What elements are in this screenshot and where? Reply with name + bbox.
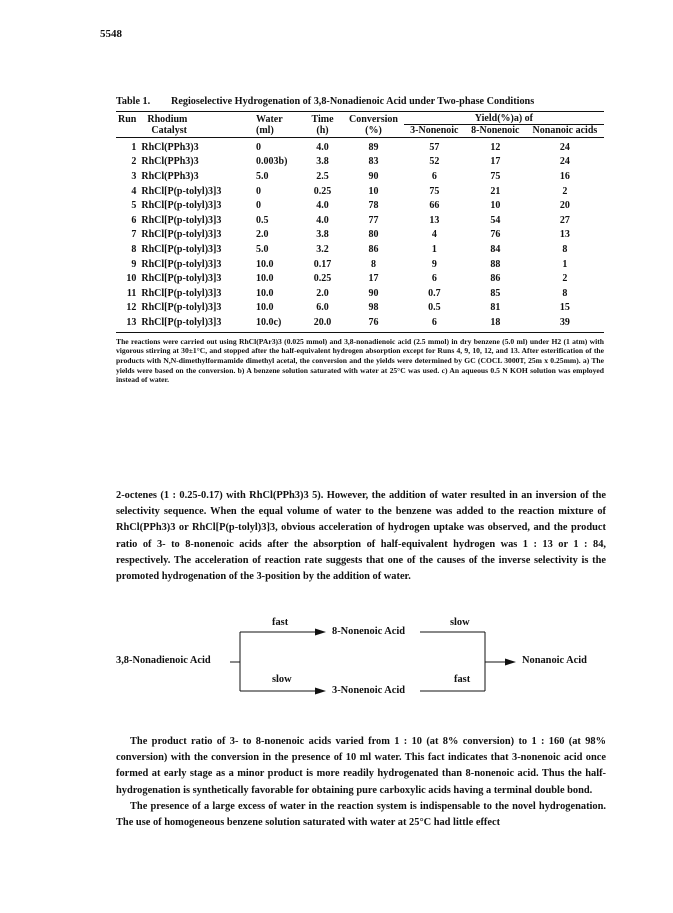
cell-time: 0.25 [313, 185, 332, 197]
cell-run: 5 [131, 200, 137, 212]
cell-y3: 57 [429, 141, 440, 153]
cell-ynon: 2 [562, 273, 568, 285]
cell-catalyst: RhCl[P(p-tolyl)3]3 [141, 273, 222, 285]
cell-run: 11 [126, 287, 137, 299]
cell-water: 0 [256, 141, 262, 153]
cell-time: 4.0 [316, 214, 329, 226]
cell-conversion: 90 [368, 170, 379, 182]
cell-conversion: 83 [368, 156, 379, 168]
cell-ynon: 15 [559, 302, 570, 314]
cell-ynon: 24 [559, 141, 570, 153]
cell-water: 2.0 [256, 229, 269, 241]
cell-catalyst: RhCl(PPh3)3 [141, 156, 199, 168]
body-paragraph-1 [116, 488, 606, 585]
cell-time: 0.25 [313, 273, 332, 285]
cell-run: 6 [131, 214, 137, 226]
cell-run: 1 [131, 141, 137, 153]
cell-water: 10.0 [256, 287, 274, 299]
cell-y3: 75 [429, 185, 440, 197]
reaction-scheme [116, 617, 606, 720]
cell-y3: 0.5 [428, 302, 441, 314]
cell-catalyst: RhCl(PPh3)3 [141, 170, 199, 182]
cell-time: 4.0 [316, 141, 329, 153]
scheme-rate-lower-1: slow [272, 674, 292, 685]
cell-run: 9 [131, 258, 137, 270]
cell-y8: 21 [490, 185, 501, 197]
cell-catalyst: RhCl(PPh3)3 [141, 141, 199, 153]
cell-y3: 4 [431, 229, 437, 241]
cell-ynon: 27 [559, 214, 570, 226]
cell-catalyst: RhCl[P(p-tolyl)3]3 [141, 214, 222, 226]
cell-run: 10 [126, 273, 137, 285]
cell-water: 10.0c) [254, 315, 302, 332]
cell-y8: 86 [490, 273, 501, 285]
cell-conversion: 80 [368, 229, 379, 241]
cell-y8: 84 [490, 243, 501, 255]
cell-conversion: 10 [368, 185, 379, 197]
cell-ynon: 1 [562, 258, 568, 270]
cell-y8: 75 [490, 170, 501, 182]
header-run: Run [116, 112, 139, 125]
table-1 [116, 96, 604, 385]
body-paragraph-2 [116, 734, 606, 831]
cell-run: 2 [131, 156, 137, 168]
cell-catalyst: RhCl[P(p-tolyl)3]3 [141, 302, 222, 314]
header-yield: Yield(%)a) of [404, 112, 604, 125]
header-water-unit: (ml) [254, 125, 302, 138]
table-row [116, 169, 604, 184]
cell-ynon: 20 [559, 200, 570, 212]
cell-y3: 9 [431, 258, 437, 270]
header-time-unit: (h) [302, 125, 343, 138]
header-conversion-unit: (%) [343, 125, 404, 138]
cell-conversion: 17 [368, 273, 379, 285]
table-caption [116, 96, 604, 107]
cell-ynon: 8 [562, 243, 568, 255]
header-water: Water [254, 112, 302, 125]
cell-y8: 18 [465, 315, 526, 332]
scheme-rate-lower-2: fast [454, 674, 471, 685]
cell-y3: 52 [429, 156, 440, 168]
cell-y3: 6 [404, 315, 465, 332]
scheme-lower-product: 3-Nonenoic Acid [332, 685, 406, 696]
cell-water: 0 [256, 185, 262, 197]
cell-run: 7 [131, 229, 137, 241]
cell-water: 5.0 [256, 170, 269, 182]
table-row [116, 213, 604, 228]
header-rhodium: Rhodium [139, 112, 254, 125]
cell-y3: 6 [431, 273, 437, 285]
cell-run: 8 [131, 243, 137, 255]
cell-run: 12 [126, 302, 137, 314]
table-row [116, 242, 604, 257]
cell-catalyst: RhCl[P(p-tolyl)3]3 [141, 185, 222, 197]
cell-run: 4 [131, 185, 137, 197]
cell-time: 3.8 [316, 229, 329, 241]
cell-ynon: 13 [559, 229, 570, 241]
header-time: Time [302, 112, 343, 125]
table-row [116, 257, 604, 272]
cell-y8: 54 [490, 214, 501, 226]
cell-water: 10.0 [256, 273, 274, 285]
header-3-nonenoic: 3-Nonenoic [404, 125, 465, 138]
cell-conversion: 98 [368, 302, 379, 314]
cell-time: 0.17 [313, 258, 332, 270]
table-row [116, 228, 604, 243]
scheme-start: 3,8-Nonadienoic Acid [116, 655, 211, 666]
cell-run: 13 [116, 315, 139, 332]
header-nonanoic: Nonanoic acids [526, 125, 604, 138]
cell-time: 3.2 [316, 243, 329, 255]
cell-water: 10.0 [256, 302, 274, 314]
table-label: Table 1. [116, 96, 151, 107]
table-row [116, 271, 604, 286]
cell-y8: 81 [490, 302, 501, 314]
table-row [116, 301, 604, 316]
cell-conversion: 89 [368, 141, 379, 153]
cell-time: 6.0 [316, 302, 329, 314]
scheme-rate-upper-1: fast [272, 617, 289, 628]
scheme-end: Nonanoic Acid [522, 655, 587, 666]
scheme-rate-upper-2: slow [450, 617, 470, 628]
header-conversion: Conversion [343, 112, 404, 125]
table-row [116, 138, 604, 155]
cell-catalyst: RhCl[P(p-tolyl)3]3 [141, 229, 222, 241]
cell-time: 3.8 [316, 156, 329, 168]
cell-run: 3 [131, 170, 137, 182]
cell-conversion: 86 [368, 243, 379, 255]
cell-y3: 66 [429, 200, 440, 212]
table-body [116, 138, 604, 333]
scheme-upper-product: 8-Nonenoic Acid [332, 626, 406, 637]
cell-catalyst: RhCl[P(p-tolyl)3]3 [141, 287, 222, 299]
cell-time: 2.0 [316, 287, 329, 299]
table-row [116, 198, 604, 213]
cell-catalyst: RhCl[P(p-tolyl)3]3 [139, 315, 254, 332]
cell-ynon: 16 [559, 170, 570, 182]
cell-conversion: 78 [368, 200, 379, 212]
cell-ynon: 8 [562, 287, 568, 299]
cell-y8: 88 [490, 258, 501, 270]
cell-y8: 10 [490, 200, 501, 212]
cell-ynon: 39 [526, 315, 604, 332]
table-row [116, 184, 604, 199]
cell-conversion: 90 [368, 287, 379, 299]
cell-conversion: 76 [343, 315, 404, 332]
cell-ynon: 2 [562, 185, 568, 197]
cell-catalyst: RhCl[P(p-tolyl)3]3 [141, 258, 222, 270]
cell-catalyst: RhCl[P(p-tolyl)3]3 [141, 243, 222, 255]
cell-y8: 85 [490, 287, 501, 299]
page-number: 5548 [100, 28, 122, 40]
paragraph-3-text: The presence of a large excess of water in the reaction system is indispensable to the novel hydrogenation. The use of homogeneous benzene solution saturated with water at 25°C had little effect [116, 800, 606, 829]
cell-water: 5.0 [256, 243, 269, 255]
cell-water: 0 [256, 200, 262, 212]
table-row [116, 315, 604, 332]
cell-time: 4.0 [316, 200, 329, 212]
cell-time: 2.5 [316, 170, 329, 182]
table-row [116, 155, 604, 170]
cell-y8: 17 [490, 156, 501, 168]
cell-water: 0.5 [256, 214, 269, 226]
cell-y8: 76 [490, 229, 501, 241]
cell-y3: 1 [431, 243, 437, 255]
header-8-nonenoic: 8-Nonenoic [465, 125, 526, 138]
cell-y8: 12 [490, 141, 501, 153]
cell-water: 10.0 [256, 258, 274, 270]
table-footnote: The reactions were carried out using RhCl(PAr3)3 (0.025 mmol) and 3,8-nonadienoic acid (2.5 mmol) in dry benzene (5.0 ml) under H2 (1 atm) with vigorous stirring at 30±1°C, and stopped after the half-equivalent hydrogen absorption except for Runs 4, 9, 10, 12, and 13. After esterification of the products with N,N-dimethylformamide dimethyl acetal, the conversion and the yields were determined by GC (COCL 3000T, 25m x 0.25mm). a) The yields were based on the conversion. b) A benzene solution saturated with water at 25°C was used. c) An aqueous 0.5 N KOH solution was employed instead of water. [116, 336, 604, 385]
cell-y3: 6 [431, 170, 437, 182]
cell-y3: 0.7 [428, 287, 441, 299]
cell-ynon: 24 [559, 156, 570, 168]
table-row [116, 286, 604, 301]
cell-conversion: 77 [368, 214, 379, 226]
paragraph-1-text: 2-octenes (1 : 0.25-0.17) with RhCl(PPh3)3 5). However, the addition of water resulted in an inversion of the selectivity sequence. When the equal volume of water to the benzene was added to the reaction mixture of RhCl(PPh3)3 or RhCl[P(p-tolyl)3]3, obvious acceleration of hydrogen uptake was observed, and the product ratio of 3- to 8-nonenoic acids after the absorption of half-equivalent hydrogen was 1 : 13 or 1 : 84, respectively. The acceleration of reaction rate suggests that one of the causes of the inverse selectivity is the promoted hydrogenation of the 3-position by the addition of water. [116, 490, 606, 583]
cell-catalyst: RhCl[P(p-tolyl)3]3 [141, 200, 222, 212]
data-table [116, 111, 604, 333]
cell-y3: 13 [429, 214, 440, 226]
table-title: Regioselective Hydrogenation of 3,8-Nonadienoic Acid under Two-phase Conditions [171, 96, 535, 107]
paragraph-2-text: The product ratio of 3- to 8-nonenoic acids varied from 1 : 10 (at 8% conversion) to 1 : 160 (at 98% conversion) with the conversion in the presence of 10 ml water. This fact indicates that 3-nonenoic acid once formed at early stage as a minor product is more readily hydrogenated than 8-nonenoic acid. Thus the half-hydrogenation is synthetically favorable for obtaining pure carboxylic acids having a terminal double bond. [116, 736, 606, 796]
cell-time: 20.0 [302, 315, 343, 332]
cell-water: 0.003b) [256, 156, 288, 168]
cell-conversion: 8 [370, 258, 376, 270]
header-catalyst: Catalyst [139, 125, 254, 138]
